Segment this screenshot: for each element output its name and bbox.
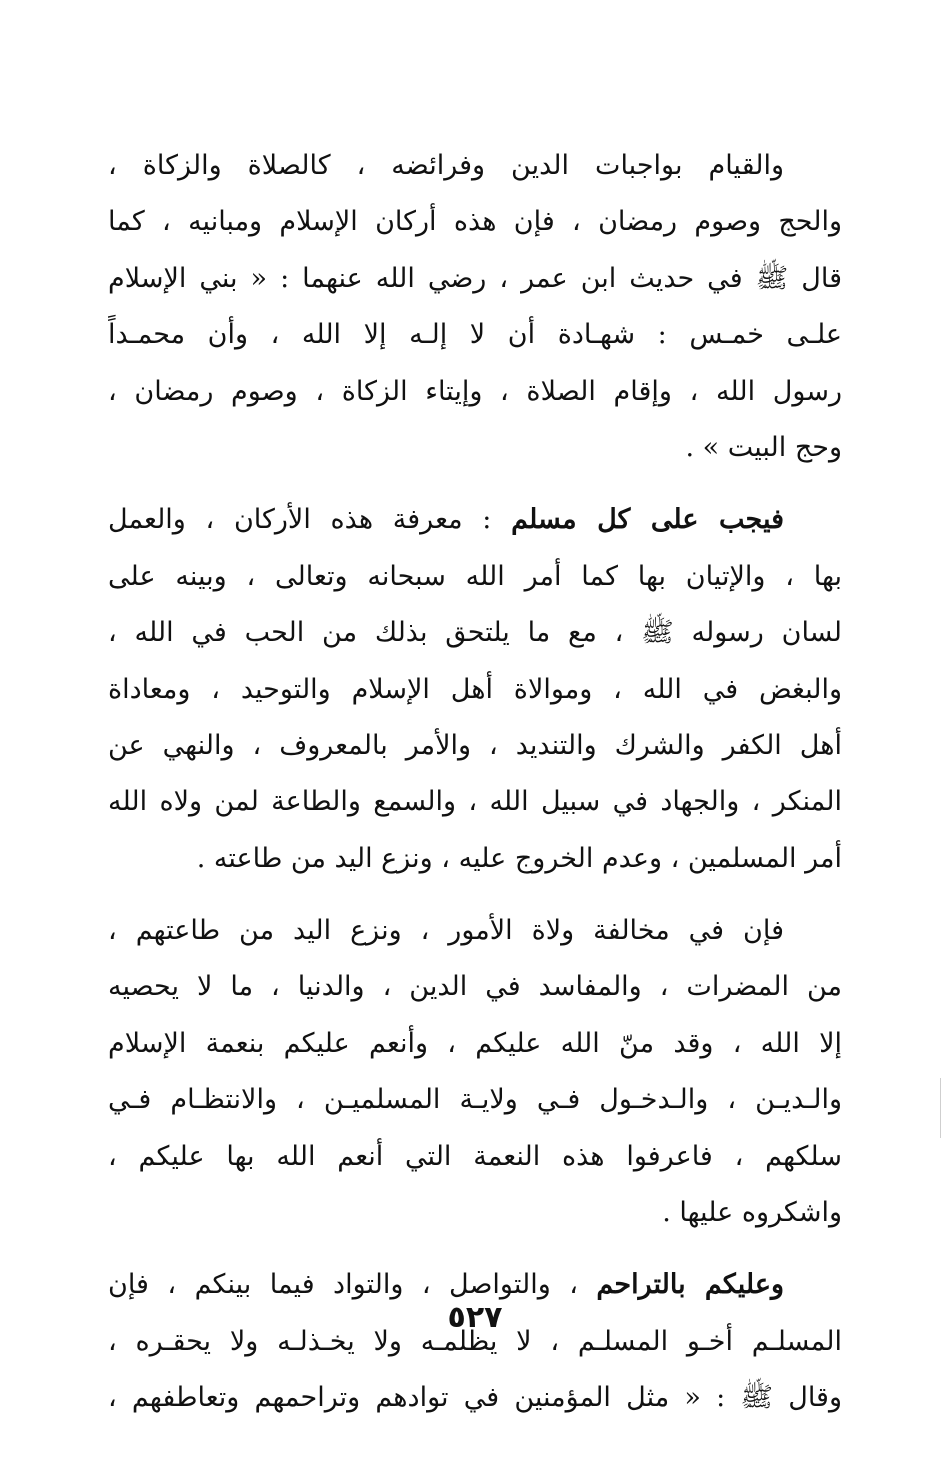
text-line: المسلـم أخـو المسلـم ، لا يظلمـه ولا يخـذلـه ولا يحقـره ، (108, 1325, 842, 1357)
text-line: لسان رسوله ﷺ ، مع ما يلتحق بذلك من الحب في الله ، (108, 617, 842, 649)
paragraph-gap (108, 476, 842, 492)
text-line: قال ﷺ في حديث ابن عمر ، رضي الله عنهما : « بني الإسلام (108, 262, 842, 294)
text-line: وحج البيت » . (685, 431, 842, 463)
page-edge-mark (940, 1078, 941, 1138)
page-number: ٥٢٧ (447, 1300, 503, 1335)
text-line: أمر المسلمين ، وعدم الخروج عليه ، ونزع اليد من طاعته . (196, 842, 842, 874)
text-line: فيجب على كل مسلم : معرفة هذه الأركان ، والعمل (108, 504, 784, 536)
text-line: وعليكم بالتراحم ، والتواصل ، والتواد فيما بينكم ، فإن (108, 1269, 784, 1301)
text-line: والـديـن ، والـدخـول فـي ولايـة المسلميـن ، والانتظـام فـي (108, 1084, 842, 1116)
text-line: والقيام بواجبات الدين وفرائضه ، كالصلاة والزكاة ، (108, 150, 784, 181)
text-line: رسول الله ، وإقام الصلاة ، وإيتاء الزكاة ، وصوم رمضان ، (108, 375, 842, 407)
text-line: سلكهم ، فاعرفوا هذه النعمة التي أنعم الله بها عليكم ، (108, 1140, 842, 1172)
bold-lead-phrase: وعليكم بالتراحم (596, 1269, 784, 1301)
paragraph-gap (108, 1241, 842, 1257)
text-line: المنكر ، والجهاد في سبيل الله ، والسمع والطاعة لمن ولاه الله (108, 786, 842, 818)
bold-lead-phrase: فيجب على كل مسلم (511, 504, 784, 536)
text-line: والحج وصوم رمضان ، فإن هذه أركان الإسلام ومبانيه ، كما (108, 206, 842, 238)
text-line: وقال ﷺ : « مثل المؤمنين في توادهم وتراحمهم وتعاطفهم ، (108, 1382, 842, 1414)
text-line: إلا الله ، وقد منّ الله عليكم ، وأنعم عليكم بنعمة الإسلام (108, 1027, 842, 1059)
text-line: فإن في مخالفة ولاة الأمور ، ونزع اليد من طاعتهم ، (108, 915, 784, 947)
text-line: والبغض في الله ، وموالاة أهل الإسلام والتوحيد ، ومعاداة (108, 673, 842, 705)
text-line: علـى خمـس : شهـادة أن لا إلـه إلا الله ، وأن محمـداً (108, 319, 842, 351)
text-line: أهل الكفر والشرك والتنديد ، والأمر بالمعروف ، والنهي عن (108, 729, 842, 761)
text-line: من المضرات ، والمفاسد في الدين ، والدنيا ، ما لا يحصيه (108, 971, 842, 1003)
paragraph-gap (108, 887, 842, 903)
body-text (108, 138, 842, 1427)
text-line: واشكروه عليها . (662, 1197, 842, 1229)
text-line: بها ، والإتيان بها كما أمر الله سبحانه وتعالى ، وبينه على (108, 560, 842, 592)
